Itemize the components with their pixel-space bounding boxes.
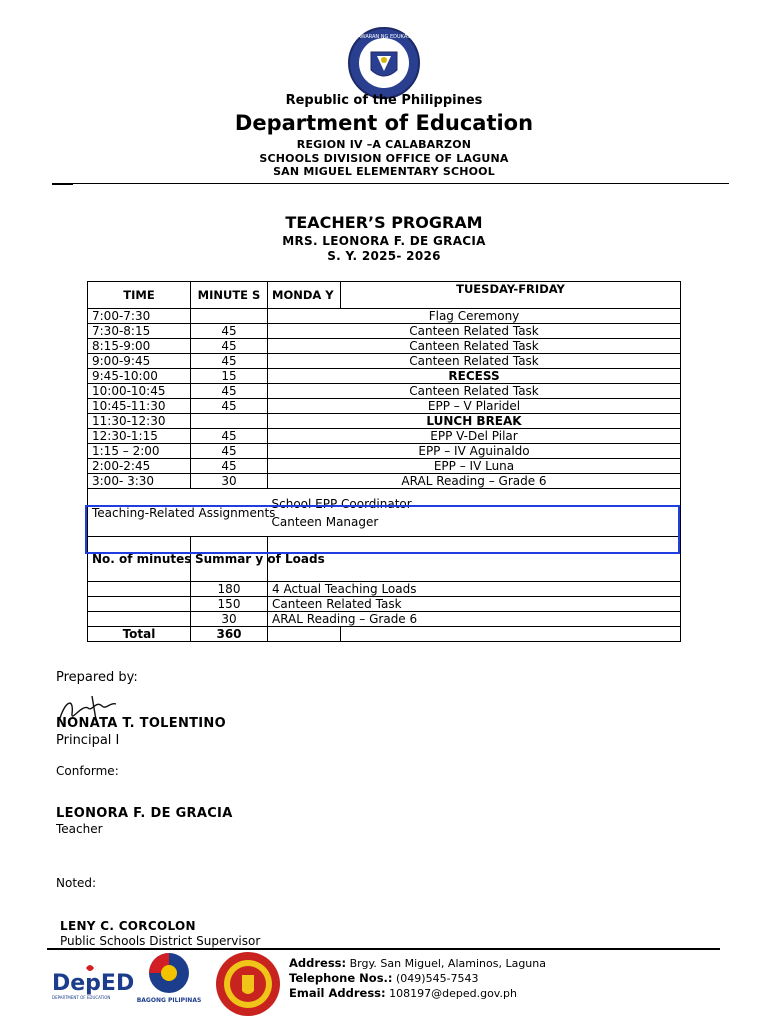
school-logo-icon bbox=[215, 951, 281, 1017]
row-activity: EPP – V Plaridel bbox=[268, 399, 681, 414]
loads-header-summary: Summar y of Loads bbox=[191, 537, 268, 582]
schedule-table bbox=[87, 281, 681, 642]
row-activity: EPP – IV Luna bbox=[268, 459, 681, 474]
row-activity: Canteen Related Task bbox=[268, 384, 681, 399]
footer-telephone bbox=[289, 971, 479, 985]
assignments-items bbox=[268, 489, 681, 537]
load-row bbox=[88, 582, 681, 597]
department-heading: Department of Education bbox=[234, 111, 534, 135]
row-minutes: 45 bbox=[191, 429, 268, 444]
deped-logo-subtext: DEPARTMENT OF EDUCATION bbox=[52, 995, 111, 1000]
row-time: 8:15-9:00 bbox=[88, 339, 191, 354]
assignments-row bbox=[88, 489, 681, 537]
footer-email bbox=[289, 986, 517, 1000]
teacher-title: Teacher bbox=[56, 822, 103, 836]
bagong-logo-text: BAGONG PILIPINAS bbox=[136, 997, 202, 1004]
row-minutes: 45 bbox=[191, 354, 268, 369]
principal-title: Principal I bbox=[56, 733, 120, 748]
row-time: 3:00- 3:30 bbox=[88, 474, 191, 489]
row-time: 9:45-10:00 bbox=[88, 369, 191, 384]
header-tuesday-friday: TUESDAY-FRIDAY bbox=[341, 282, 681, 309]
footer-divider bbox=[47, 948, 720, 950]
supervisor-name: LENY C. CORCOLON bbox=[60, 919, 196, 933]
table-header-row bbox=[88, 282, 681, 309]
assignments-label: Teaching-Related Assignments bbox=[88, 489, 191, 537]
row-minutes bbox=[191, 414, 268, 429]
email-label: Email Address: bbox=[289, 986, 386, 1000]
load-row bbox=[88, 612, 681, 627]
loads-header-minutes: No. of minutes bbox=[88, 537, 191, 582]
row-activity: Flag Ceremony bbox=[268, 309, 681, 324]
program-school-year: S. Y. 2025- 2026 bbox=[327, 249, 441, 263]
row-time: 11:30-12:30 bbox=[88, 414, 191, 429]
row-time: 7:30-8:15 bbox=[88, 324, 191, 339]
row-time: 1:15 – 2:00 bbox=[88, 444, 191, 459]
row-minutes: 45 bbox=[191, 444, 268, 459]
schedule-row bbox=[88, 474, 681, 489]
schedule-row bbox=[88, 339, 681, 354]
row-time: 10:00-10:45 bbox=[88, 384, 191, 399]
noted-label: Noted: bbox=[56, 876, 97, 890]
row-time: 7:00-7:30 bbox=[88, 309, 191, 324]
schedule-row bbox=[88, 309, 681, 324]
row-activity: LUNCH BREAK bbox=[268, 414, 681, 429]
row-time: 2:00-2:45 bbox=[88, 459, 191, 474]
load-minutes: 150 bbox=[191, 597, 268, 612]
schedule-row bbox=[88, 384, 681, 399]
load-row bbox=[88, 597, 681, 612]
header-monday: MONDA Y bbox=[268, 282, 341, 309]
deped-seal-icon bbox=[347, 26, 421, 100]
load-minutes: 30 bbox=[191, 612, 268, 627]
total-value: 360 bbox=[191, 627, 268, 642]
loads-body bbox=[88, 582, 681, 627]
header-divider-accent bbox=[52, 183, 73, 185]
address-label: Address: bbox=[289, 956, 347, 970]
load-description: Canteen Related Task bbox=[268, 597, 681, 612]
schedule-row bbox=[88, 399, 681, 414]
row-time: 12:30-1:15 bbox=[88, 429, 191, 444]
deped-logo-icon bbox=[50, 962, 135, 1002]
row-minutes: 45 bbox=[191, 399, 268, 414]
seal-text: KAGAWARAN NG EDUKASYON bbox=[347, 34, 421, 40]
row-minutes: 45 bbox=[191, 384, 268, 399]
supervisor-title: Public Schools District Supervisor bbox=[60, 934, 261, 948]
row-minutes: 30 bbox=[191, 474, 268, 489]
program-title: TEACHER’S PROGRAM bbox=[285, 213, 483, 232]
region-heading: REGION IV –A CALABARZON bbox=[296, 138, 472, 151]
schedule-row bbox=[88, 354, 681, 369]
row-time: 9:00-9:45 bbox=[88, 354, 191, 369]
total-row bbox=[88, 627, 681, 642]
row-activity: EPP – IV Aguinaldo bbox=[268, 444, 681, 459]
assignment-item: Canteen Manager bbox=[271, 514, 379, 529]
telephone-label: Telephone Nos.: bbox=[289, 971, 393, 985]
row-minutes: 45 bbox=[191, 459, 268, 474]
row-minutes: 45 bbox=[191, 324, 268, 339]
row-activity: Canteen Related Task bbox=[268, 339, 681, 354]
row-activity: ARAL Reading – Grade 6 bbox=[268, 474, 681, 489]
row-time: 10:45-11:30 bbox=[88, 399, 191, 414]
row-minutes: 45 bbox=[191, 339, 268, 354]
row-activity: Canteen Related Task bbox=[268, 324, 681, 339]
deped-logo-text: DepED bbox=[52, 971, 135, 996]
republic-heading: Republic of the Philippines bbox=[285, 93, 483, 108]
row-activity: RECESS bbox=[268, 369, 681, 384]
row-activity: Canteen Related Task bbox=[268, 354, 681, 369]
principal-name: NONATA T. TOLENTINO bbox=[56, 716, 226, 731]
schedule-row bbox=[88, 429, 681, 444]
schedule-row bbox=[88, 414, 681, 429]
loads-header-row bbox=[88, 537, 681, 582]
total-label: Total bbox=[88, 627, 191, 642]
header-time: TIME bbox=[88, 282, 191, 309]
email-value: 108197@deped.gov.ph bbox=[389, 987, 517, 1000]
program-teacher: MRS. LEONORA F. DE GRACIA bbox=[282, 234, 486, 248]
teacher-name: LEONORA F. DE GRACIA bbox=[56, 806, 233, 821]
header-divider bbox=[52, 183, 729, 184]
row-minutes: 15 bbox=[191, 369, 268, 384]
row-activity: EPP V-Del Pilar bbox=[268, 429, 681, 444]
assignment-item: School EPP Coordinator bbox=[271, 496, 412, 511]
load-description: ARAL Reading – Grade 6 bbox=[268, 612, 681, 627]
conforme-label: Conforme: bbox=[56, 764, 119, 778]
schedule-body bbox=[88, 309, 681, 489]
prepared-by-label: Prepared by: bbox=[56, 670, 138, 685]
header-minutes: MINUTE S bbox=[191, 282, 268, 309]
division-heading: SCHOOLS DIVISION OFFICE OF LAGUNA bbox=[259, 152, 509, 165]
schedule-row bbox=[88, 369, 681, 384]
school-heading: SAN MIGUEL ELEMENTARY SCHOOL bbox=[273, 165, 495, 178]
telephone-value: (049)545-7543 bbox=[396, 972, 479, 985]
schedule-row bbox=[88, 324, 681, 339]
address-value: Brgy. San Miguel, Alaminos, Laguna bbox=[349, 957, 546, 970]
load-description: 4 Actual Teaching Loads bbox=[268, 582, 681, 597]
bagong-pilipinas-logo-icon bbox=[138, 951, 200, 1005]
footer-address bbox=[289, 956, 546, 970]
row-minutes bbox=[191, 309, 268, 324]
load-minutes: 180 bbox=[191, 582, 268, 597]
schedule-row bbox=[88, 444, 681, 459]
schedule-row bbox=[88, 459, 681, 474]
